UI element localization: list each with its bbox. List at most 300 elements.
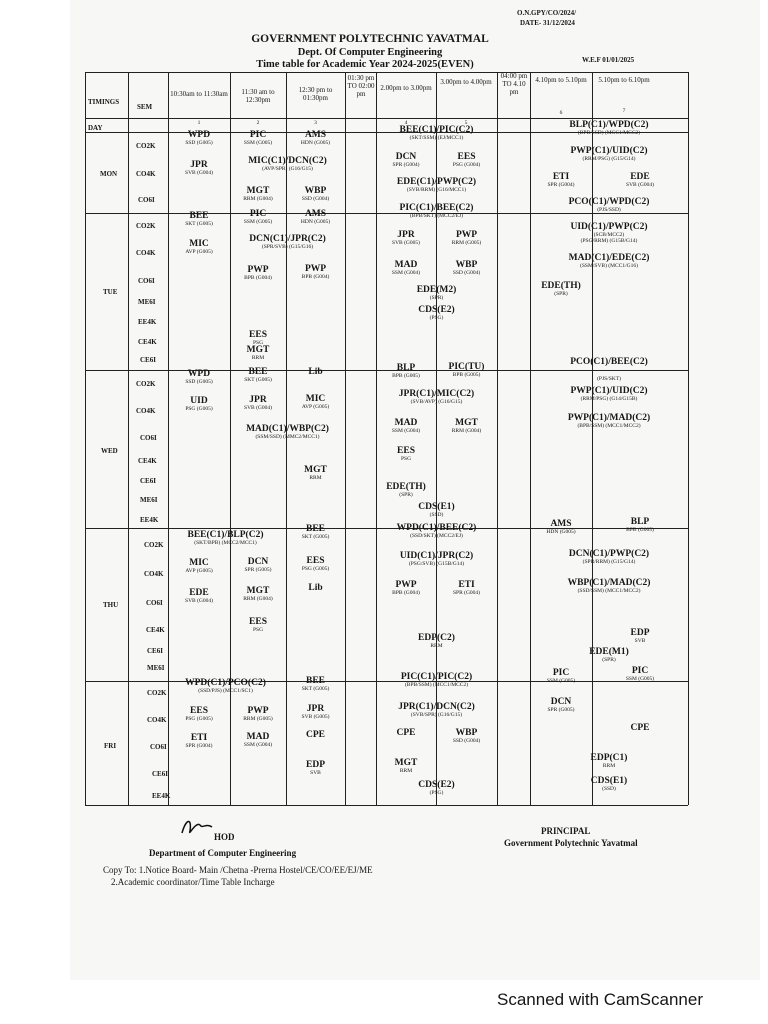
timetable-cell-tue-co2k [376, 203, 497, 219]
sem-label: CE6I [140, 477, 156, 485]
subject-code: PIC(C1)/PIC(C2) [400, 672, 473, 682]
timetable-cell-tue-co4k [530, 238, 688, 244]
day-header: DAY [88, 124, 103, 132]
timetable-cell-mon-co4k [230, 156, 345, 172]
faculty-room: RRM (G004) [243, 596, 273, 602]
faculty-room: (SPR) [554, 291, 568, 297]
timetable-cell-thu-ce6i [530, 647, 688, 663]
subject-code: EDP(C1) [590, 753, 628, 763]
faculty-room: PSG [252, 627, 264, 633]
subject-code: MAD [246, 732, 270, 742]
subject-code: MGT [246, 586, 270, 596]
sem-label: CO4K [144, 570, 164, 578]
subject-code: PIC [631, 666, 649, 676]
timetable-cell-tue-co2k [286, 209, 345, 225]
faculty-room: (SSD) [429, 512, 444, 518]
faculty-room: (SPR) [399, 492, 413, 498]
timetable-cell-fri-ce6i [286, 760, 345, 776]
timetable-cell-wed-co2k [530, 376, 688, 382]
sem-label: CE6I [140, 356, 156, 364]
subject-code: PIC [249, 130, 267, 140]
hod-title: HOD [214, 832, 235, 842]
camscanner-watermark: Scanned with CamScanner [497, 990, 704, 1009]
faculty-room: (SPR/RRM) (G15/G14) [582, 559, 636, 565]
timetable-cell-wed-co2k [286, 367, 345, 377]
faculty-room: SSM (G004) [391, 270, 421, 276]
subject-code: MGT [394, 758, 418, 768]
subject-code: ETI [552, 172, 570, 182]
faculty-room: (AVP/SPR) (G16/G15) [262, 166, 313, 172]
faculty-room: (RRM/PSG) (G15/G14) [582, 156, 636, 162]
principal-institute: Government Polytechnic Yavatmal [504, 838, 638, 848]
faculty-room: PSG [252, 340, 264, 346]
lunch-break: 01:30 pm TO 02:00 pm [347, 74, 375, 98]
timetable-cell-mon-co6i [376, 177, 497, 193]
subject-code: EES [457, 152, 476, 162]
sem-label: CO2K [136, 380, 156, 388]
timetable-cell-fri-co4k [530, 697, 592, 713]
page-title: Time table for Academic Year 2024-2025(EVEN) [256, 59, 474, 70]
timetable-cell-fri-co6i [376, 728, 436, 738]
faculty-room: SVB [634, 638, 646, 644]
faculty-room: BPB (G004) [392, 590, 420, 596]
hod-signature [178, 815, 214, 839]
subject-code: PCO(C1)/WPD(C2) [568, 197, 650, 207]
time-slot-7: 5.10pm to 6.10pm [598, 76, 650, 84]
timetable-cell-thu-ce4k [592, 628, 688, 644]
timetable-cell-thu-co6i [168, 588, 230, 604]
faculty-room: (SPR) [429, 295, 444, 301]
timetable-cell-wed-ce6i [286, 465, 345, 481]
faculty-room: SVB (G004) [185, 598, 213, 604]
timetable-cell-mon-co4k [592, 172, 688, 188]
department-name: Dept. Of Computer Engineering [297, 47, 443, 58]
slot-number: 3 [314, 120, 317, 126]
subject-code: JPR [249, 395, 267, 405]
sem-label: CO6I [150, 743, 167, 751]
subject-code: EDE(TH) [386, 482, 426, 492]
timetable-cell-thu-co6i [376, 580, 436, 596]
sem-label: CO6I [138, 196, 155, 204]
subject-code: BLP [396, 363, 416, 373]
subject-code: DCN [247, 557, 269, 567]
timetable-cell-tue-ce6i [230, 345, 286, 361]
subject-code: PWP(C1)/MAD(C2) [567, 413, 651, 423]
subject-code: CPE [630, 723, 650, 733]
timetable-cell-wed-ee4k [376, 502, 497, 518]
sem-label: CO2K [136, 222, 156, 230]
day-label-mon: MON [100, 170, 118, 178]
subject-code: EDP [630, 628, 650, 638]
faculty-room: RRM [430, 643, 443, 649]
subject-code: UID [190, 396, 208, 406]
faculty-room: SSM (G005) [243, 219, 273, 225]
subject-code: MAD [394, 260, 418, 270]
subject-code: CDS(E2) [418, 780, 455, 790]
faculty-room: (RRM/PSG) (G14/G15B) [580, 396, 638, 402]
faculty-room: SSM (G004) [391, 428, 421, 434]
faculty-room: SKT (G005) [301, 534, 330, 540]
sem-label: ME6I [147, 664, 165, 672]
subject-code: ETI [190, 733, 208, 743]
timetable-cell-mon-co2k [376, 125, 497, 141]
timetable-cell-tue-ce4k [230, 330, 286, 346]
faculty-room: SPR (G004) [547, 182, 575, 188]
faculty-room: (SVB/RRM) (G16/MCC1) [406, 187, 467, 193]
faculty-room: (PSG/SVB) (G15B/G14) [408, 561, 465, 567]
timetable-cell-tue-co6i [230, 265, 286, 281]
faculty-room: SPR (G005) [547, 707, 575, 713]
faculty-room: SVB (G005) [392, 240, 420, 246]
timings-header: TIMINGS [88, 98, 120, 106]
timetable-cell-thu-co2k [376, 523, 497, 539]
faculty-room: SVB (G004) [185, 170, 213, 176]
subject-code: DCN(C1)/JPR(C2) [249, 234, 326, 244]
subject-code: MAD [394, 418, 418, 428]
copy-to-line1: Copy To: 1.Notice Board- Main /Chetna -Prerna Hostel/CE/CO/EE/EJ/ME [103, 865, 373, 875]
sem-label: CO2K [136, 142, 156, 150]
sem-label: CO4K [136, 249, 156, 257]
faculty-room: AVP (G005) [185, 249, 213, 255]
sem-label: ME6I [140, 496, 158, 504]
subject-code: MAD(C1)/WBP(C2) [246, 424, 329, 434]
timetable-cell-thu-co2k [168, 530, 283, 546]
subject-code: MGT [246, 345, 270, 355]
subject-code: EDE [630, 172, 650, 182]
sem-label: CE4K [146, 626, 165, 634]
subject-code: CPE [396, 728, 416, 738]
faculty-room: RRM (G005) [243, 716, 273, 722]
time-slot-5: 3.00pm to 4.00pm [440, 78, 492, 86]
subject-code: CDS(E2) [418, 305, 455, 315]
subject-code: WPD(C1)/BEE(C2) [396, 523, 477, 533]
subject-code: EES [190, 706, 208, 716]
faculty-room: RRM (G004) [243, 196, 273, 202]
faculty-room: RRM [602, 763, 616, 769]
faculty-room: SSD (G004) [452, 738, 481, 744]
subject-code: PIC(TU) [448, 362, 485, 372]
slot-number: 6 [559, 110, 563, 116]
sem-label: CE6I [147, 647, 163, 655]
timetable-cell-fri-co6i [230, 732, 286, 748]
sem-label: CO6I [140, 434, 157, 442]
faculty-room: (SSD) [602, 786, 616, 792]
timetable-cell-thu-ce6i [376, 633, 497, 649]
time-slot-2: 11:30 am to 12:30pm [241, 88, 275, 104]
timetable-cell-fri-ce6i [376, 758, 436, 774]
sem-label: CO6I [146, 599, 163, 607]
subject-code: PWP [247, 265, 269, 275]
subject-code: PWP(C1)/UID(C2) [570, 386, 648, 396]
timetable-cell-mon-co6i [230, 186, 286, 202]
faculty-room: RRM (G005) [451, 240, 482, 246]
faculty-room: (PJS/SKT) [597, 376, 621, 382]
subject-code: WBP [455, 728, 478, 738]
faculty-room: SSM (G004) [243, 742, 273, 748]
order-number: O.N.GPY/CO/2024/ [517, 9, 577, 17]
timetable-cell-fri-co2k [592, 666, 688, 682]
subject-code: CDS(E1) [418, 502, 455, 512]
slot-number: 1 [197, 120, 201, 126]
faculty-room: SPR (G004) [185, 743, 213, 749]
wef-date: W.E.F 01/01/2025 [582, 56, 635, 64]
subject-code: PIC [249, 209, 267, 219]
faculty-room: SSM (G005) [243, 140, 273, 146]
subject-code: WPD [187, 130, 211, 140]
subject-code: EDE(C1)/PWP(C2) [396, 177, 477, 187]
timetable-cell-wed-co6i [376, 418, 436, 434]
sem-label: CE6I [152, 770, 168, 778]
subject-code: CPE [306, 730, 325, 740]
subject-code: MIC(C1)/DCN(C2) [248, 156, 327, 166]
sem-label: CO4K [136, 407, 156, 415]
timetable-cell-wed-co4k [530, 413, 688, 429]
timetable-cell-wed-co2k [376, 363, 436, 379]
timetable-cell-wed-co4k [376, 389, 497, 405]
subject-code: EES [249, 330, 267, 340]
timetable-cell-thu-co4k [530, 549, 688, 565]
faculty-room: (SPR) [602, 657, 616, 663]
faculty-room: PSG (G005) [301, 566, 330, 572]
subject-code: AMS [550, 519, 572, 529]
faculty-room: (SVB/SPR) (G16/G15) [410, 712, 463, 718]
subject-code: EES [397, 446, 415, 456]
faculty-room: SKT (G005) [301, 686, 330, 692]
institute-name: GOVERNMENT POLYTECHNIC YAVATMAL [251, 33, 489, 45]
timetable-cell-mon-co4k [530, 146, 688, 162]
sem-label: CO4K [136, 170, 156, 178]
timetable-cell-mon-co6i [530, 197, 688, 213]
faculty-room: SVB (G004) [626, 182, 654, 188]
faculty-room: SSM (G005) [625, 676, 655, 682]
subject-code: MAD(C1)/EDE(C2) [568, 253, 650, 263]
timetable-cell-thu-co4k [376, 551, 497, 567]
faculty-room: (SCB/MCC2) [593, 232, 625, 238]
timetable-cell-tue-co2k [530, 222, 688, 238]
timetable-cell-wed-me6i [376, 482, 436, 498]
timetable-cell-tue-me6i [376, 285, 497, 301]
sem-label: EE4K [138, 318, 157, 326]
slot-number: 4 [404, 120, 408, 126]
timetable-cell-mon-co4k [376, 152, 436, 168]
timetable-cell-fri-ce6i [530, 753, 688, 769]
timetable-cell-fri-co4k [168, 706, 230, 722]
faculty-room: (SPR/SVB) (G15/G16) [261, 244, 314, 250]
subject-code: PWP [455, 230, 478, 240]
timetable-cell-thu-co2k [530, 519, 592, 535]
timetable-cell-thu-co6i [230, 586, 286, 602]
timetable-cell-fri-co4k [286, 704, 345, 720]
day-label-wed: WED [101, 447, 118, 455]
faculty-room: SSD (G005) [185, 140, 213, 146]
subject-code: EDP [306, 760, 325, 770]
subject-code: MGT [455, 418, 478, 428]
faculty-room: AVP (G005) [185, 568, 213, 574]
faculty-room: PSG (G005) [185, 406, 213, 412]
timetable-cell-tue-ce6i [530, 357, 688, 367]
faculty-room: SPR (G004) [452, 590, 481, 596]
faculty-room: (SKT/BPB) (MCC2/MCC1) [194, 540, 257, 546]
faculty-room: PSG (G004) [452, 162, 481, 168]
subject-code: BLP(C1)/WPD(C2) [569, 120, 649, 130]
faculty-room: (SSD/SKT) (MCC2/EJ) [410, 533, 463, 539]
faculty-room: RRM [251, 355, 265, 361]
faculty-room: SVB [310, 770, 321, 776]
day-label-fri: FRI [104, 742, 117, 750]
faculty-room: (PJS/SSD) [597, 207, 621, 213]
subject-code: JPR [190, 160, 208, 170]
timetable-cell-tue-co2k [168, 211, 230, 227]
timetable-cell-mon-co2k [230, 130, 286, 146]
subject-code: BEE(C1)/BLP(C2) [187, 530, 264, 540]
subject-code: EDE(TH) [541, 281, 581, 291]
timetable-cell-tue-co4k [436, 230, 497, 246]
subject-code: AMS [304, 209, 327, 219]
timetable-cell-wed-co6i [436, 418, 497, 434]
subject-code: Lib [308, 583, 323, 593]
subject-code: JPR(C1)/DCN(C2) [398, 702, 475, 712]
sem-label: CO2K [147, 689, 167, 697]
timetable-cell-tue-co6i [286, 264, 345, 280]
faculty-room: SPR (G005) [244, 567, 272, 573]
sem-label: CE4K [138, 338, 157, 346]
faculty-room: (SSM/SSD) (MMC2/MCC1) [255, 434, 320, 440]
time-slot-4: 2.00pm to 3.00pm [380, 84, 432, 92]
timetable-cell-tue-co6i [436, 260, 497, 276]
timetable-cell-fri-co6i [436, 728, 497, 744]
subject-code: BEE [305, 676, 325, 686]
faculty-room: (BPB/SSM) (MCC1/MCC2) [404, 682, 469, 688]
sem-header: SEM [137, 103, 153, 111]
timetable-cell-fri-ee4k [530, 776, 688, 792]
timetable-cell-wed-ce4k [376, 446, 436, 462]
faculty-room: (SSM/SVB) (MCC1/G16) [580, 263, 638, 269]
subject-code: PIC(C1)/BEE(C2) [399, 203, 474, 213]
subject-code: PWP [395, 580, 417, 590]
faculty-room: (PSG) [429, 315, 444, 321]
subject-code: MIC [305, 394, 326, 404]
timetable-cell-tue-co4k [376, 230, 436, 246]
subject-code: PCO(C1)/BEE(C2) [570, 357, 648, 367]
timetable-cell-tue-ee4k [376, 305, 497, 321]
faculty-room: PSG [400, 456, 412, 462]
subject-code: MIC [189, 239, 209, 249]
faculty-room: SVB (G004) [244, 405, 272, 411]
subject-code: BEE [305, 524, 325, 534]
time-slot-6: 4.10pm to 5.10pm [535, 76, 587, 84]
sem-label: ME6I [138, 298, 156, 306]
subject-code: PWP [247, 706, 269, 716]
faculty-room: (BPB/SSD) (MCC1/MCC2) [577, 130, 641, 136]
timetable-cell-mon-co2k [286, 130, 345, 146]
timetable-cell-tue-co2k [230, 209, 286, 225]
timetable-cell-tue-co4k [168, 239, 230, 255]
subject-code: EDE [189, 588, 209, 598]
timetable-cell-mon-co4k [436, 152, 497, 168]
subject-code: WBP [304, 186, 327, 196]
slot-number: 2 [256, 120, 260, 126]
timetable-cell-thu-co2k [592, 517, 688, 533]
faculty-room: SKT (G005) [185, 221, 213, 227]
faculty-room: BPB (G005) [392, 373, 420, 379]
subject-code: EES [249, 617, 267, 627]
faculty-room: BPB (G005) [452, 372, 481, 378]
timetable-cell-fri-co4k [230, 706, 286, 722]
sem-label: EE4K [152, 792, 171, 800]
timetable-cell-thu-co4k [168, 558, 230, 574]
subject-code: ETI [458, 580, 475, 590]
slot-number: 7 [622, 108, 626, 114]
timetable-cell-wed-co4k [286, 394, 345, 410]
timetable-cell-thu-co2k [286, 524, 345, 540]
copy-to-line2: 2.Academic coordinator/Time Table Incharge [111, 877, 275, 887]
faculty-room: (SVB/AVP) (G16/G15) [410, 399, 463, 405]
timetable-cell-thu-co4k [230, 557, 286, 573]
timetable-cell-wed-co4k [168, 396, 230, 412]
faculty-room: (SSD/PJS) (MCC1/SC1) [198, 688, 253, 694]
subject-code: MGT [304, 465, 327, 475]
timetable-cell-tue-co6i [376, 260, 436, 276]
subject-code: JPR [306, 704, 325, 714]
subject-code: DCN(C1)/PWP(C2) [568, 549, 650, 559]
subject-code: DCN [550, 697, 572, 707]
faculty-room: (PSG/RRM) (G15B/G14) [580, 238, 638, 244]
timetable-cell-mon-co4k [530, 172, 592, 188]
sem-label: CO2K [144, 541, 164, 549]
subject-code: UID(C1)/JPR(C2) [399, 551, 474, 561]
faculty-room: PSG (G005) [185, 716, 213, 722]
sem-label: EE4K [140, 516, 159, 524]
subject-code: MGT [246, 186, 270, 196]
timetable-cell-mon-co2k [530, 120, 688, 136]
faculty-room: (SKT/SSM) (EJ/MCC1) [409, 135, 464, 141]
subject-code: JPR(C1)/MIC(C2) [398, 389, 475, 399]
faculty-room: RRM [309, 475, 322, 481]
faculty-room: (PSG) [429, 790, 444, 796]
subject-code: EES [306, 556, 325, 566]
timetable-cell-mon-co6i [286, 186, 345, 202]
timetable-cell-wed-co2k [436, 362, 497, 378]
timetable-cell-fri-co6i [592, 723, 688, 733]
faculty-room: SKT (G005) [244, 377, 272, 383]
subject-code: CDS(E1) [590, 776, 628, 786]
timetable-cell-thu-co4k [286, 556, 345, 572]
timetable-cell-wed-co4k [230, 395, 286, 411]
faculty-room: BPB (G004) [244, 275, 272, 281]
timetable-cell-mon-co2k [168, 130, 230, 146]
timetable-cell-wed-co6i [230, 424, 345, 440]
timetable-cell-fri-co6i [286, 730, 345, 740]
subject-code: PWP(C1)/UID(C2) [570, 146, 648, 156]
hod-department: Department of Computer Engineering [149, 848, 297, 858]
sem-label: CO4K [147, 716, 167, 724]
faculty-room: SSM (G005) [546, 678, 576, 684]
timetable-cell-thu-ce4k [230, 617, 286, 633]
faculty-room: HDN (G005) [300, 140, 331, 146]
subject-code: PWP [304, 264, 327, 274]
faculty-room: SSD (G005) [185, 379, 213, 385]
subject-code: MIC [189, 558, 209, 568]
faculty-room: (BPB/SSM) (MCC1/MCC2) [577, 423, 641, 429]
timetable-cell-fri-co2k [376, 672, 497, 688]
time-slot-3: 12:30 pm to 01:30pm [298, 86, 333, 102]
timetable-cell-tue-co6i [530, 253, 688, 269]
subject-code: WBP [455, 260, 478, 270]
subject-code: EDE(M2) [416, 285, 457, 295]
timetable-cell-fri-co2k [286, 676, 345, 692]
subject-code: UID(C1)/PWP(C2) [570, 222, 648, 232]
timetable-cell-wed-co2k [530, 386, 688, 402]
